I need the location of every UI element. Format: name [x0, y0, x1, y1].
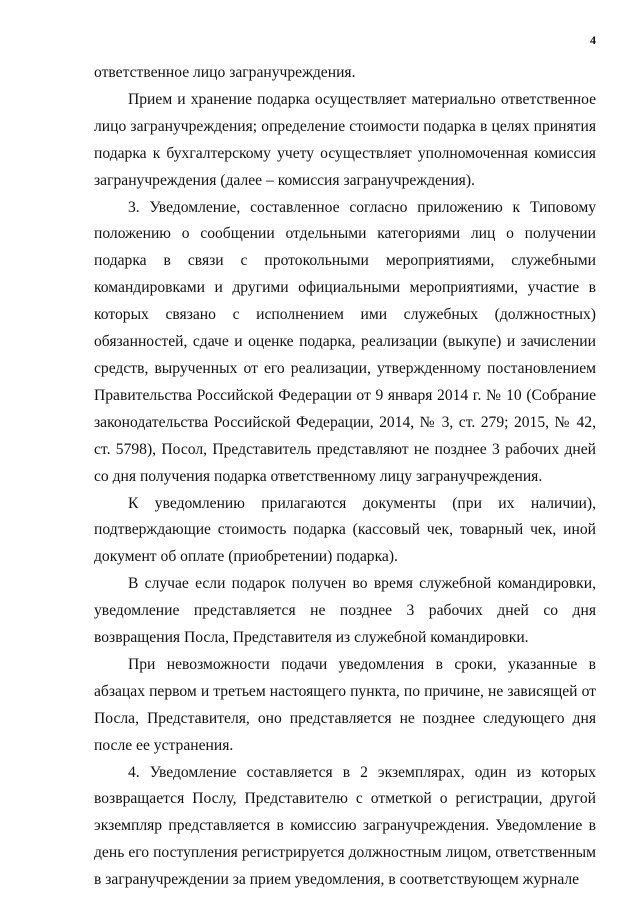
paragraph-impossibility: При невозможности подачи уведомления в сроки, указанные в абзацах первом и третьем настоящего пункта, по причине, не зависящей от Посла, Представителя, оно представляется не позднее следующего дня после ее устранения. — [94, 655, 596, 754]
document-body — [94, 60, 596, 894]
paragraph-gift-storage: Прием и хранение подарка осуществляет материально ответственное лицо загранучреждения; определение стоимости подарка в целях принятия подарка к бухгалтерскому учету осуществляет уполномоченная комиссия загранучреждения (далее – комиссия загранучреждения). — [94, 90, 596, 189]
paragraph-continuation: ответственное лицо загранучреждения. — [94, 64, 356, 81]
paragraph-item-3-notification: 3. Уведомление, составленное согласно приложению к Типовому положению о сообщении отдельными категориями лиц о получении подарка в связи с протокольными мероприятиями, служебными командировками и другими официальными мероприятиями, участие в которых связано с исполнением ими служебных (должностных) обязанностей, сдаче и оценке подарка, реализации (выкупе) и зачислении средств, вырученных от его реализации, утвержденному постановлением Правительства Российской Федерации от 9 января 2014 г. № 10 (Собрание законодательства Российской Федерации, 2014, № 3, ст. 279; 2015, № 42, ст. 5798), Посол, Представитель представляют не позднее 3 рабочих дней со дня получения подарка ответственному лицу загранучреждения. — [94, 198, 596, 485]
paragraph-item-4-copies: 4. Уведомление составляется в 2 экземплярах, один из которых возвращается Послу, Представителю с отметкой о регистрации, другой экземпляр представляется в комиссию загранучреждения. Уведомление в день его поступления регистрируется должностным лицом, ответственным в загранучреждении за прием уведомления, в соответствующем журнале — [94, 763, 596, 889]
page-number: 4 — [590, 33, 596, 47]
paragraph-attached-documents: К уведомлению прилагаются документы (при их наличии), подтверждающие стоимость подарка (кассовый чек, товарный чек, иной документ об оплате (приобретении) подарка). — [94, 494, 596, 566]
paragraph-business-trip: В случае если подарок получен во время служебной командировки, уведомление представляется не позднее 3 рабочих дней со дня возвращения Посла, Представителя из служебной командировки. — [94, 575, 596, 647]
